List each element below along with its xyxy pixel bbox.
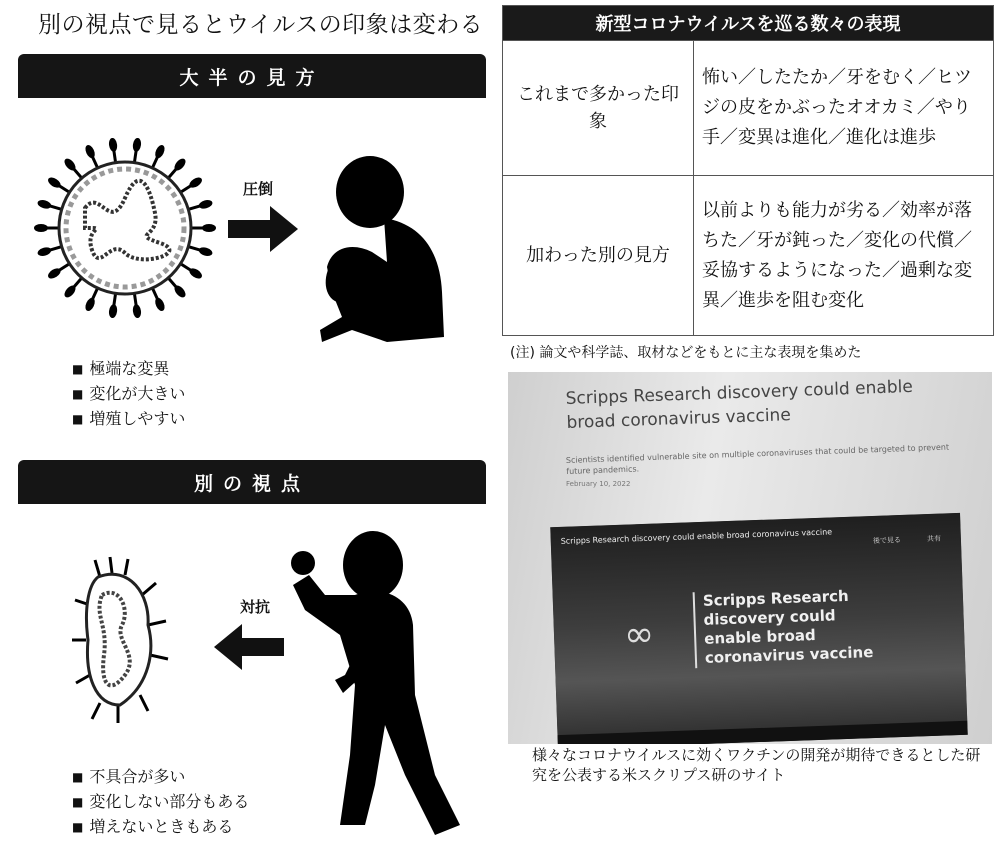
table-header: 新型コロナウイルスを巡る数々の表現 xyxy=(503,6,994,41)
arrow-right-icon xyxy=(228,206,300,252)
virus-spike-tip xyxy=(132,304,142,318)
virus-spike-tip xyxy=(34,224,48,232)
list-item: ■ 不具合が多い xyxy=(72,765,249,790)
virus-spike-tip xyxy=(153,144,166,160)
majority-view-list xyxy=(72,357,185,432)
list-item: ■ 変化しない部分もある xyxy=(72,790,249,815)
row-label-alternate-view: 加わった別の見方 xyxy=(503,176,694,336)
virus-spike-tip xyxy=(84,296,97,312)
fighting-person-silhouette xyxy=(285,525,475,845)
photo-caption: 様々なコロナウイルスに効くワクチンの開発が期待できるとした研究を公表する米スクリプス研のサイト xyxy=(532,746,981,784)
virus-envelope xyxy=(59,162,191,294)
section-header-majority-view: 大半の見方 xyxy=(18,54,486,98)
virus-spike-tip xyxy=(108,138,118,152)
virus-spike-tip xyxy=(198,246,214,258)
share-button[interactable]: 共有 xyxy=(926,534,942,544)
arrow-left-icon xyxy=(214,624,286,670)
row-text-alternate-view: 以前よりも能力が劣る／効率が落ちた／牙が鈍った／変化の代償／妥協するようになった／過剰な変異／進歩を阻む変化 xyxy=(694,176,994,336)
list-item: ■ 変化が大きい xyxy=(72,382,185,407)
virus-spike-tip xyxy=(84,144,97,160)
list-item: ■ 増えないときもある xyxy=(72,815,249,840)
table-row xyxy=(503,41,994,176)
video-player[interactable] xyxy=(550,513,967,744)
virus-spike-tip xyxy=(202,224,216,232)
deformed-virus-illustration xyxy=(70,555,180,725)
page-title: 別の視点で見るとウイルスの印象は変わる xyxy=(38,12,484,38)
virus-illustration xyxy=(30,138,220,318)
arrow-label-resist: 対抗 xyxy=(240,598,271,616)
virus-spike-tip xyxy=(153,296,166,312)
video-title: Scripps Research discovery could enable broad coronavirus vaccine xyxy=(560,527,833,546)
virus-spike-tip xyxy=(37,246,53,258)
infinity-logo-icon: ∞ xyxy=(623,613,655,656)
watch-later-button[interactable]: 後で見る xyxy=(872,535,902,545)
virus-spike-tip xyxy=(37,199,53,211)
virus-spike-tip xyxy=(132,138,142,152)
article-subtitle: Scientists identified vulnerable site on multiple coronaviruses that could be targeted to prevent future pandemics. xyxy=(565,442,950,476)
expressions-table xyxy=(502,5,994,336)
video-overlay-text: Scripps Research discovery could enable broad coronavirus vaccine xyxy=(693,586,886,669)
table-note: (注) 論文や科学誌、取材などをもとに主な表現を集めた xyxy=(510,345,862,361)
list-item: ■ 増殖しやすい xyxy=(72,407,185,432)
row-text-previous-impression: 怖い／したたか／牙をむく／ヒツジの皮をかぶったオオカミ／やり手／変異は進化／進化は進歩 xyxy=(694,41,994,176)
section-header-alternate-view: 別の視点 xyxy=(18,460,486,504)
crouching-person-silhouette xyxy=(312,152,462,352)
article-headline: Scripps Research discovery could enable broad coronavirus vaccine xyxy=(565,376,914,433)
arrow-label-overwhelm: 圧倒 xyxy=(243,180,274,198)
article-date: February 10, 2022 xyxy=(566,480,631,488)
table-row xyxy=(503,176,994,336)
virus-spike-tip xyxy=(198,199,214,211)
alternate-view-list xyxy=(72,765,249,840)
website-photo xyxy=(508,372,992,744)
list-item: ■ 極端な変異 xyxy=(72,357,185,382)
row-label-previous-impression: これまで多かった印象 xyxy=(503,41,694,176)
virus-spike-tip xyxy=(108,304,118,318)
